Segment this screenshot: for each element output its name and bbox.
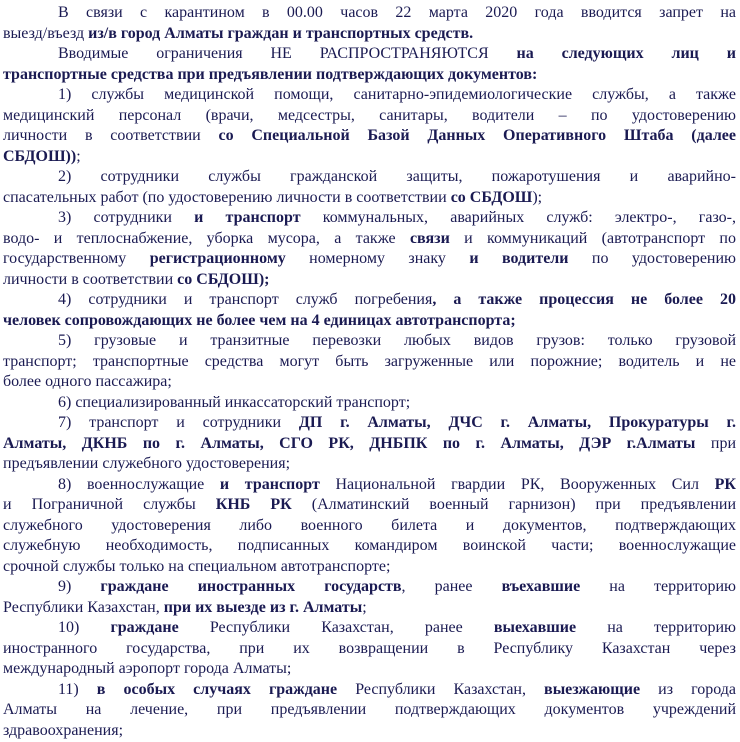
- text-run: предъявлении служебного удостоверения;: [3, 455, 291, 472]
- text-run: Республики Казахстан, ранее: [209, 619, 494, 636]
- text-run: 10): [58, 619, 111, 636]
- text-run: Республики Казахстан,: [355, 680, 545, 698]
- text-run: медицинский персонал (врачи, медсестры, санитары, водители – по удостоверению: [3, 106, 736, 124]
- text-run: 3) сотрудники: [58, 209, 195, 226]
- text-run: Национальной гвардии РК, Вооруженных Сил: [335, 475, 715, 493]
- bold-text-run: и водители: [469, 250, 592, 267]
- bold-text-run: и транспорт: [194, 209, 323, 226]
- text-line: [3, 290, 736, 311]
- text-line: [3, 557, 736, 578]
- text-line: [3, 147, 736, 168]
- text-run: по удостоверению: [591, 250, 736, 267]
- bold-text-run: со Специальной Базой Данных Оперативного Штаба (далее: [218, 127, 736, 144]
- bold-text-run: граждане: [110, 619, 210, 636]
- text-run: номерному знаку: [309, 250, 470, 267]
- bold-text-run: граждане иностранных государств: [100, 578, 402, 595]
- text-line: [3, 331, 736, 352]
- text-line: [3, 536, 736, 557]
- text-run: транспорт; транспортные средства могут быть загруженные или порожние; водитель и не: [3, 352, 736, 370]
- text-run: государственному: [3, 250, 150, 267]
- bold-text-run: в особых случаях граждане: [96, 680, 356, 698]
- text-run: выезд/въезд: [3, 24, 89, 42]
- text-line: [3, 516, 736, 537]
- text-line: [3, 44, 736, 65]
- bold-text-run: со СБДОШ);: [177, 270, 270, 288]
- bold-text-run: на следующих лиц и: [516, 45, 736, 62]
- text-run: 1) службы медицинской помощи, санитарно-эпидемиологические службы, а также: [58, 86, 736, 103]
- text-line: [3, 475, 736, 496]
- text-line: [3, 270, 736, 291]
- text-line: [3, 495, 736, 516]
- text-run: 11): [58, 680, 97, 698]
- text-run: иностранного государства, при их возвращении в Республику Казахстан через: [3, 639, 736, 657]
- text-run: 4) сотрудники и транспорт служб погребения: [58, 291, 433, 308]
- text-line: [3, 680, 736, 701]
- text-run: В связи с карантином в 00.00 часов 22 марта 2020 года вводится запрет на: [58, 4, 736, 21]
- bold-text-run: ДП г. Алматы, ДЧС г. Алматы, Прокуратуры г.: [298, 414, 736, 431]
- text-run: );: [532, 188, 543, 206]
- text-run: и Пограничной службы: [3, 496, 216, 513]
- text-run: срочной службы только на специальном автотранспорте;: [3, 557, 391, 575]
- bold-text-run: человек сопровождающих не более чем на 4 единицах автотранспорта;: [3, 311, 516, 329]
- text-run: на территорию: [609, 578, 736, 595]
- text-run: личности в соответствии: [3, 270, 178, 288]
- text-line: [3, 618, 736, 639]
- text-run: на территорию: [607, 619, 736, 636]
- text-run: водо- и теплоснабжение, уборка мусора, а также: [3, 229, 410, 247]
- text-line: [3, 454, 736, 475]
- text-line: [3, 249, 736, 270]
- text-run: 7) транспорт и сотрудники: [58, 414, 299, 431]
- text-run: при: [710, 434, 736, 452]
- bold-text-run: Алматы, ДКНБ по г. Алматы, СГО РК, ДНБПК по г. Алматы, ДЭР г.Алматы: [3, 434, 711, 452]
- text-line: [3, 85, 736, 106]
- text-run: из города: [658, 680, 736, 698]
- text-run: спасательных работ (по удостоверению личности в соответствии: [3, 188, 451, 206]
- bold-text-run: регистрационному: [149, 250, 310, 267]
- text-run: 2) сотрудники службы гражданской защиты, пожаротушения и аварийно-: [58, 168, 736, 185]
- bold-text-run: транспортные средства при предъявлении подтверждающих документов:: [3, 65, 538, 83]
- text-run: , ранее: [401, 578, 502, 595]
- text-line: [3, 229, 736, 250]
- bold-text-run: выехавшие: [493, 619, 608, 636]
- text-line: [3, 700, 736, 721]
- text-line: [3, 208, 736, 229]
- text-run: (Алматинский военный гарнизон) при предъявлении: [311, 496, 736, 513]
- text-line: [3, 659, 736, 680]
- text-run: Республики Казахстан,: [3, 598, 164, 616]
- text-line: [3, 413, 736, 434]
- text-line: [3, 24, 736, 45]
- text-line: [3, 721, 736, 742]
- text-run: ;: [76, 147, 81, 165]
- text-run: международный аэропорт города Алматы;: [3, 660, 292, 677]
- text-run: ;: [362, 598, 367, 616]
- text-line: [3, 393, 736, 414]
- text-line: [3, 3, 736, 24]
- text-line: [3, 311, 736, 332]
- text-line: [3, 126, 736, 147]
- text-run: 8) военнослужащие: [58, 475, 220, 493]
- text-run: 5) грузовые и транзитные перевозки любых видов грузов: только грузовой: [58, 332, 736, 349]
- text-line: [3, 577, 736, 598]
- bold-text-run: связи: [409, 229, 465, 247]
- bold-text-run: и транспорт: [219, 475, 336, 493]
- text-line: [3, 352, 736, 373]
- bold-text-run: КНБ РК: [215, 496, 312, 513]
- text-line: [3, 167, 736, 188]
- bold-text-run: при их выезде из г. Алматы: [163, 598, 363, 616]
- text-run: 9): [58, 578, 101, 595]
- text-run: Алматы на лечение, при предъявлении подтверждающих документов учреждений: [3, 701, 736, 718]
- text-line: [3, 639, 736, 660]
- text-run: коммунальных, аварийных служб: электро-, газо-,: [322, 209, 736, 226]
- bold-text-run: СБДОШ)): [3, 147, 77, 165]
- text-run: Вводимые ограничения НЕ РАСПРОСТРАНЯЮТСЯ: [58, 45, 517, 62]
- bold-text-run: , а также процессия не более 20: [432, 291, 736, 308]
- text-line: [3, 372, 736, 393]
- text-run: более одного пассажира;: [3, 373, 172, 390]
- text-line: [3, 106, 736, 127]
- text-line: [3, 598, 736, 619]
- bold-text-run: РК: [714, 475, 736, 493]
- bold-text-run: выезжающие: [544, 680, 659, 698]
- text-line: [3, 434, 736, 455]
- text-run: 6) специализированный инкассаторский транспорт;: [58, 393, 411, 411]
- text-line: [3, 188, 736, 209]
- text-run: служебного удостоверения либо военного билета и документов, подтверждающих: [3, 516, 736, 534]
- bold-text-run: из/в город Алматы граждан и транспортных средств.: [88, 24, 474, 42]
- text-run: здравоохранения;: [3, 721, 124, 739]
- text-line: [3, 65, 736, 86]
- text-run: личности в соответствии: [3, 127, 219, 144]
- text-run: служебную необходимость, подписанных командиром воинской части; военнослужащие: [3, 537, 736, 554]
- text-run: и коммуникаций (автотранспорт по: [464, 229, 736, 247]
- bold-text-run: со СБДОШ: [450, 188, 533, 206]
- bold-text-run: въехавшие: [501, 578, 610, 595]
